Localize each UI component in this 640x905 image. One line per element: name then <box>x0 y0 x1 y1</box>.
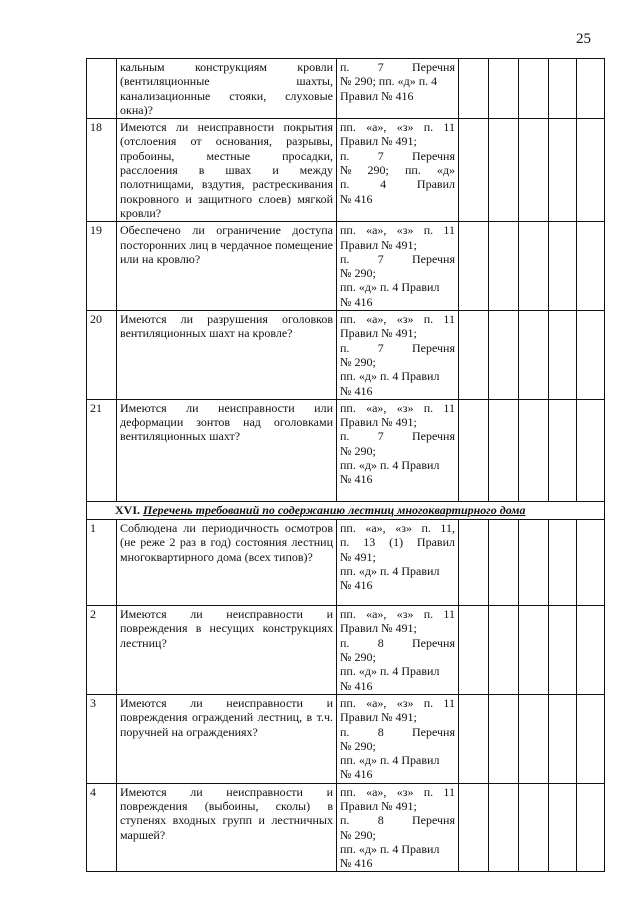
reference-token: 11 <box>443 120 455 135</box>
blank-answer-cell <box>459 399 489 501</box>
reference-token: «з» <box>396 400 414 415</box>
blank-answer-cell <box>489 606 519 695</box>
question-text: Имеются ли неисправности или деформации зонтов над оголовками вентиляционных шахт? <box>117 399 337 501</box>
reference-token: Правил № 491; <box>340 415 417 430</box>
reference-line <box>340 238 455 252</box>
reference-token: 11, <box>440 521 455 536</box>
reference-line <box>340 223 455 237</box>
reference-token: № 290; <box>340 443 376 458</box>
reference-token: «а», <box>366 400 387 415</box>
question-text: Имеются ли неисправности и повреждения (выбоины, сколы) в ступенях входных групп и лестничных маршей? <box>117 783 337 872</box>
reference-token: пп. <box>340 223 356 238</box>
reference-line <box>340 458 455 472</box>
blank-answer-cell <box>549 783 577 872</box>
reference-line <box>340 710 455 724</box>
reference-token: п. <box>421 521 431 536</box>
reference-token: «з» <box>395 521 412 536</box>
reference-token: п. <box>423 784 434 799</box>
reference-line <box>340 341 455 355</box>
reference-token: «з» <box>396 695 414 710</box>
blank-answer-cell <box>549 119 577 222</box>
reference-token: пп. «д» п. 4 Правил <box>340 369 440 384</box>
reference-line <box>340 369 455 383</box>
blank-answer-cell <box>519 783 549 872</box>
blank-answer-cell <box>459 783 489 872</box>
reference-token: 11 <box>443 607 455 622</box>
reference-token: п. <box>423 120 434 135</box>
reference-line <box>340 856 455 870</box>
blank-answer-cell <box>459 520 489 606</box>
section-header-cell <box>87 501 605 519</box>
reference-line <box>340 177 455 191</box>
table-row <box>87 399 605 501</box>
blank-answer-cell <box>489 783 519 872</box>
reference-token: Перечня <box>411 724 455 739</box>
reference-line <box>340 636 455 650</box>
blank-answer-cell <box>519 311 549 400</box>
section-number: XVI. <box>115 502 141 517</box>
row-number: 21 <box>87 399 117 501</box>
table-row <box>87 606 605 695</box>
reference-token: № <box>340 163 352 178</box>
reference-line <box>340 535 455 549</box>
table-row <box>87 119 605 222</box>
reference-token: 13 <box>363 535 376 550</box>
blank-answer-cell <box>549 399 577 501</box>
reference-token: № 290; <box>340 827 376 842</box>
question-text: Имеются ли неисправности покрытия (отслоения от основания, разрывы, пробоины, местные просадки, расслоения в швах и между полотнищами, вздутия, растрескивания покровного и защитного слоев) мягкой кровли? <box>117 119 337 222</box>
reference-token: п. <box>340 724 350 739</box>
reference-token: пп. «д» п. 4 Правил <box>340 753 440 768</box>
blank-answer-cell <box>489 520 519 606</box>
reference-token: пп. <box>340 784 356 799</box>
row-number: 1 <box>87 520 117 606</box>
reference-token: 7 <box>377 340 384 355</box>
blank-answer-cell <box>489 311 519 400</box>
reference-token: пп. «д» п. 4 Правил <box>340 664 440 679</box>
reference-line <box>340 401 455 415</box>
table-body-top <box>87 59 605 502</box>
reference-line <box>340 725 455 739</box>
reference-line <box>340 429 455 443</box>
reference-line <box>340 149 455 163</box>
reference-token: № 416 <box>340 856 373 871</box>
reference-token: п. <box>340 60 350 74</box>
reference-token: пп. <box>340 312 356 327</box>
blank-answer-cell <box>549 311 577 400</box>
reference-line <box>340 799 455 813</box>
reference-token: Правил <box>416 177 455 192</box>
reference-token: 11 <box>443 695 455 710</box>
reference-token: 11 <box>443 400 455 415</box>
table-row <box>87 222 605 311</box>
reference-token: пп. «д» п. 4 Правил <box>340 458 440 473</box>
reference-token: п. <box>340 340 350 355</box>
reference-token: пп. <box>404 163 421 178</box>
reference-token: Правил № 491; <box>340 798 417 813</box>
question-text: Имеются ли разрушения оголовков вентиляционных шахт на кровле? <box>117 311 337 400</box>
reference-token: «з» <box>396 607 414 622</box>
reference-line <box>340 679 455 693</box>
table-row <box>87 783 605 872</box>
row-number: 4 <box>87 783 117 872</box>
blank-answer-cell <box>549 694 577 783</box>
blank-answer-cell <box>577 694 605 783</box>
reference-line <box>340 355 455 369</box>
blank-answer-cell <box>519 520 549 606</box>
blank-answer-cell <box>577 520 605 606</box>
blank-answer-cell <box>489 694 519 783</box>
reference-line <box>340 739 455 753</box>
reference-token: Правил <box>416 535 455 550</box>
reference-token: № 491; <box>340 549 376 564</box>
reference-line <box>340 312 455 326</box>
reference-token: п. <box>340 635 350 650</box>
reference-token: № 416 <box>340 472 373 487</box>
table-row <box>87 694 605 783</box>
reference-token: п. <box>423 400 434 415</box>
reference-token: Перечня <box>411 813 455 828</box>
table-row <box>87 520 605 606</box>
table-row <box>87 311 605 400</box>
reference-token: 7 <box>377 429 384 444</box>
question-text: Соблюдена ли периодичность осмотров (не реже 2 раз в год) состояния лестниц многоквартирного дома (всех типов)? <box>117 520 337 606</box>
section-header-body <box>87 501 605 519</box>
reference-line <box>340 295 455 309</box>
reference-token: Правил № 416 <box>340 88 414 103</box>
reference-line <box>340 192 455 206</box>
reference-token: «з» <box>396 223 414 238</box>
reference-token: № 290; пп. «д» п. 4 <box>340 74 438 89</box>
reference-line <box>340 828 455 842</box>
reference-line <box>340 767 455 781</box>
reference-token: № 416 <box>340 578 373 593</box>
reference-token: 290; <box>367 163 389 178</box>
reference-token: «а», <box>365 521 386 536</box>
question-text: Имеются ли неисправности и повреждения в несущих конструкциях лестниц? <box>117 606 337 695</box>
reference-line <box>340 472 455 486</box>
reference-token: Правил № 491; <box>340 710 417 725</box>
page-number: 25 <box>576 31 591 47</box>
blank-answer-cell <box>549 59 577 119</box>
question-text: кальным конструкциям кровли (вентиляционные шахты, канализационные стояки, слуховые окна)? <box>117 59 337 119</box>
reference-token: п. <box>340 148 350 163</box>
legal-reference <box>337 783 459 872</box>
reference-token: № 290; <box>340 650 376 665</box>
blank-answer-cell <box>519 606 549 695</box>
reference-line <box>340 252 455 266</box>
reference-line <box>340 326 455 340</box>
reference-line <box>340 444 455 458</box>
reference-line <box>340 74 455 88</box>
reference-line <box>340 578 455 592</box>
row-number: 18 <box>87 119 117 222</box>
reference-token: № 290; <box>340 354 376 369</box>
legal-reference <box>337 606 459 695</box>
reference-token: Правил № 491; <box>340 134 417 149</box>
reference-token: пп. «д» п. 4 Правил <box>340 280 440 295</box>
reference-token: пп. <box>340 695 356 710</box>
reference-token: № 290; <box>340 738 376 753</box>
reference-line <box>340 842 455 856</box>
reference-token: «а», <box>366 607 387 622</box>
reference-token: п. <box>340 177 350 192</box>
blank-answer-cell <box>549 606 577 695</box>
reference-token: № 416 <box>340 294 373 309</box>
reference-token: № 290; <box>340 266 376 281</box>
blank-answer-cell <box>549 520 577 606</box>
reference-token: «з» <box>396 120 414 135</box>
reference-token: пп. <box>340 521 356 536</box>
table-body-bottom <box>87 520 605 872</box>
reference-line <box>340 564 455 578</box>
blank-answer-cell <box>459 311 489 400</box>
reference-token: пп. «д» п. 4 Правил <box>340 841 440 856</box>
blank-answer-cell <box>459 606 489 695</box>
reference-token: «а», <box>366 312 387 327</box>
reference-token: «а», <box>366 223 387 238</box>
blank-answer-cell <box>577 59 605 119</box>
row-number <box>87 59 117 119</box>
blank-answer-cell <box>489 119 519 222</box>
blank-answer-cell <box>519 222 549 311</box>
reference-token: Перечня <box>411 148 455 163</box>
blank-answer-cell <box>459 222 489 311</box>
reference-line <box>340 266 455 280</box>
reference-token: Перечня <box>411 60 455 74</box>
blank-answer-cell <box>519 119 549 222</box>
reference-token: п. <box>340 813 350 828</box>
reference-token: п. <box>423 312 434 327</box>
reference-token: № 416 <box>340 767 373 782</box>
row-number: 2 <box>87 606 117 695</box>
reference-line <box>340 650 455 664</box>
reference-line <box>340 607 455 621</box>
blank-answer-cell <box>577 606 605 695</box>
legal-reference <box>337 520 459 606</box>
reference-line <box>340 163 455 177</box>
reference-line <box>340 280 455 294</box>
reference-line <box>340 785 455 799</box>
question-text: Имеются ли неисправности и повреждения ограждений лестниц, в т.ч. поручней на ограждениях? <box>117 694 337 783</box>
reference-token: «а», <box>366 784 387 799</box>
reference-token: Перечня <box>411 635 455 650</box>
reference-token: Перечня <box>411 340 455 355</box>
table-row <box>87 59 605 119</box>
reference-token: 4 <box>380 177 387 192</box>
reference-token: п. <box>340 429 350 444</box>
reference-line <box>340 664 455 678</box>
reference-token: 11 <box>443 784 455 799</box>
row-number: 3 <box>87 694 117 783</box>
blank-answer-cell <box>459 119 489 222</box>
reference-token: Перечня <box>411 251 455 266</box>
reference-token: Правил № 491; <box>340 326 417 341</box>
reference-token: № 416 <box>340 383 373 398</box>
reference-token: пп. «д» п. 4 Правил <box>340 564 440 579</box>
reference-line <box>340 521 455 535</box>
legal-reference <box>337 119 459 222</box>
reference-token: Перечня <box>411 429 455 444</box>
reference-token: 7 <box>377 60 384 74</box>
legal-reference <box>337 59 459 119</box>
blank-answer-cell <box>577 399 605 501</box>
reference-token: № 416 <box>340 678 373 693</box>
blank-answer-cell <box>519 399 549 501</box>
reference-token: п. <box>340 251 350 266</box>
reference-token: п. <box>423 695 434 710</box>
reference-token: «з» <box>396 784 414 799</box>
reference-token: Правил № 491; <box>340 621 417 636</box>
reference-line <box>340 60 455 74</box>
blank-answer-cell <box>577 783 605 872</box>
reference-token: 7 <box>377 251 384 266</box>
reference-token: (1) <box>389 535 404 550</box>
reference-token: пп. <box>340 400 356 415</box>
blank-answer-cell <box>489 399 519 501</box>
row-number: 20 <box>87 311 117 400</box>
blank-answer-cell <box>549 222 577 311</box>
reference-token: 8 <box>377 635 384 650</box>
reference-line <box>340 621 455 635</box>
blank-answer-cell <box>519 694 549 783</box>
blank-answer-cell <box>577 222 605 311</box>
reference-token: Правил № 491; <box>340 237 417 252</box>
blank-answer-cell <box>577 311 605 400</box>
legal-reference <box>337 694 459 783</box>
reference-token: «з» <box>396 312 414 327</box>
section-header-row <box>87 501 605 519</box>
legal-reference <box>337 311 459 400</box>
reference-token: 11 <box>443 223 455 238</box>
reference-line <box>340 134 455 148</box>
reference-token: 11 <box>443 312 455 327</box>
reference-line <box>340 813 455 827</box>
reference-token: № 416 <box>340 191 373 206</box>
legal-reference <box>337 399 459 501</box>
reference-line <box>340 120 455 134</box>
reference-token: «а», <box>366 695 387 710</box>
checklist-table <box>86 58 605 872</box>
reference-token: п. <box>423 223 434 238</box>
reference-token: 8 <box>377 724 384 739</box>
reference-token: пп. <box>340 120 356 135</box>
blank-answer-cell <box>459 59 489 119</box>
reference-line <box>340 550 455 564</box>
reference-line <box>340 415 455 429</box>
blank-answer-cell <box>459 694 489 783</box>
reference-token: 8 <box>377 813 384 828</box>
reference-token: п. <box>340 535 350 550</box>
reference-line <box>340 696 455 710</box>
reference-line <box>340 753 455 767</box>
reference-token: «а», <box>366 120 387 135</box>
reference-token: «д» <box>436 163 455 178</box>
reference-token: п. <box>423 607 434 622</box>
reference-line <box>340 384 455 398</box>
blank-answer-cell <box>519 59 549 119</box>
section-title: Перечень требований по содержанию лестниц многоквартирного дома <box>143 502 526 517</box>
blank-answer-cell <box>577 119 605 222</box>
row-number: 19 <box>87 222 117 311</box>
reference-token: пп. <box>340 607 356 622</box>
reference-line <box>340 89 455 103</box>
blank-answer-cell <box>489 59 519 119</box>
question-text: Обеспечено ли ограничение доступа посторонних лиц в чердачное помещение или на кровлю? <box>117 222 337 311</box>
reference-token: 7 <box>377 148 384 163</box>
legal-reference <box>337 222 459 311</box>
blank-answer-cell <box>489 222 519 311</box>
